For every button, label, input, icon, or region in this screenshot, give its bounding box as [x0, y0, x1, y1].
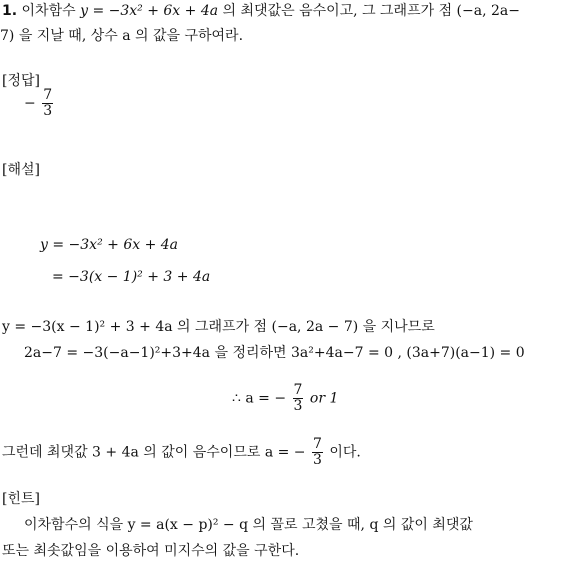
problem-line-2: 7) 을 지날 때, 상수 a 의 값을 구하여라.: [0, 28, 244, 44]
therefore-suffix: or 1: [309, 390, 339, 407]
answer-denominator: 3: [43, 103, 53, 119]
therefore-denominator: 3: [293, 398, 303, 414]
problem-text-b: 의 최댓값은 음수이고, 그 그래프가 점 (−a, 2a−: [222, 3, 520, 19]
answer-sign: −: [24, 95, 36, 112]
explanation-equation-1: y = −3x² + 6x + 4a: [40, 237, 179, 253]
explanation-conclusion: [2, 437, 361, 468]
problem-line-1: [2, 2, 520, 20]
conclusion-fraction: [312, 437, 323, 468]
therefore-prefix: ∴ a = −: [232, 390, 287, 407]
explanation-equation-2: = −3(x − 1)² + 3 + 4a: [52, 269, 211, 285]
conclusion-prefix: 그런데 최댓값 3 + 4a 의 값이 음수이므로 a = −: [2, 444, 306, 461]
conclusion-denominator: 3: [313, 452, 322, 468]
answer-value: [24, 88, 55, 119]
therefore-fraction: [293, 383, 304, 414]
answer-fraction: [42, 88, 53, 119]
answer-label: [정답]: [2, 73, 40, 89]
answer-numerator: 7: [43, 87, 53, 103]
conclusion-numerator: 7: [313, 436, 322, 452]
problem-number: 1.: [2, 3, 18, 19]
problem-text-a: 이차함수: [21, 3, 76, 19]
hint-line-2: 또는 최솟값임을 이용하여 미지수의 값을 구한다.: [2, 543, 300, 559]
hint-line-1: 이차함수의 식을 y = a(x − p)² − q 의 꼴로 고쳤을 때, q 의 값이 최댓값: [24, 517, 473, 533]
therefore-numerator: 7: [293, 382, 303, 398]
explanation-label: [해설]: [2, 162, 40, 178]
conclusion-suffix: 이다.: [329, 444, 361, 461]
explanation-therefore: [232, 383, 338, 414]
explanation-text-1: y = −3(x − 1)² + 3 + 4a 의 그래프가 점 (−a, 2a − 7) 을 지나므로: [2, 319, 435, 335]
problem-equation: y = −3x² + 6x + 4a: [80, 3, 219, 19]
hint-label: [힌트]: [2, 491, 40, 507]
explanation-text-2: 2a−7 = −3(−a−1)²+3+4a 을 정리하면 3a²+4a−7 = 0 , (3a+7)(a−1) = 0: [24, 345, 525, 361]
